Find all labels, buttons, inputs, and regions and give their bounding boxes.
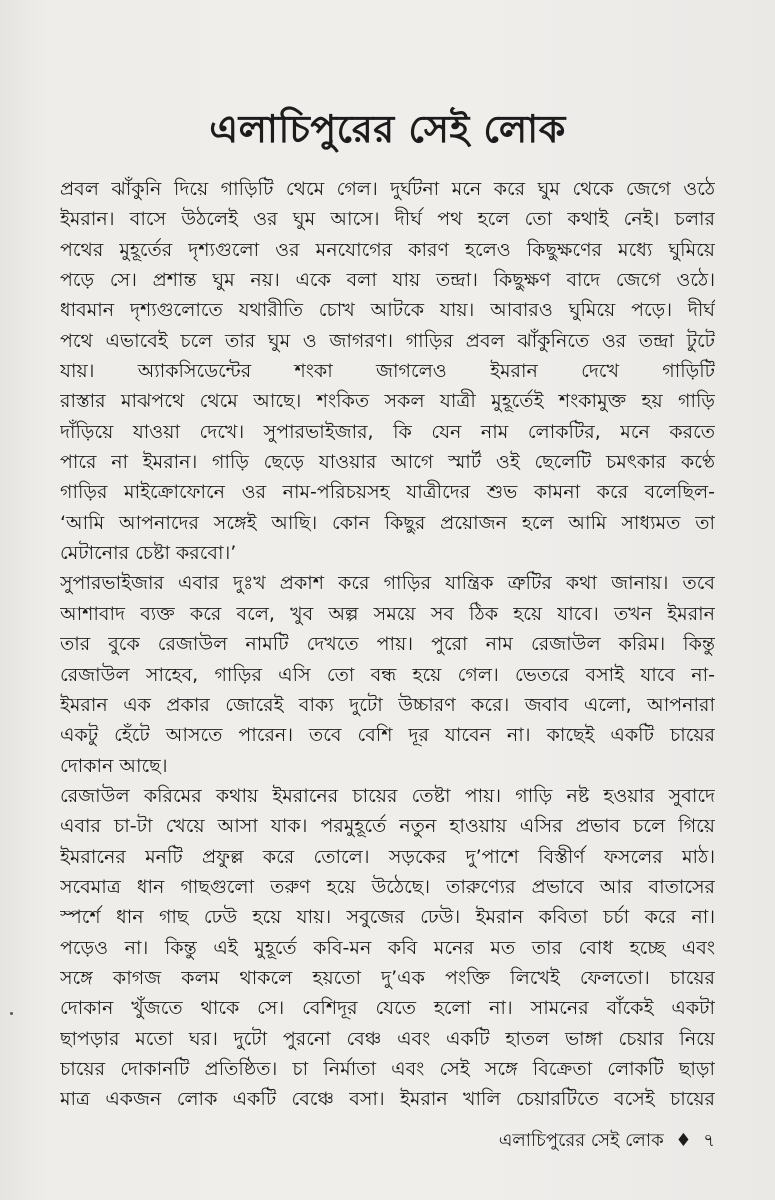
text-line: এবার চা-টা খেয়ে আসা যাক। পরমুহূর্তে নতুন হাওয়ায় এসির প্রভাব চলে গিয়ে: [60, 815, 715, 838]
text-line: সঙ্গে কাগজ কলম থাকলে হয়তো দু’এক পংক্তি লিখেই ফেলতো। চায়ের: [60, 966, 715, 989]
text-line: পড়ে সে। প্রশান্ত ঘুম নয়। একে বলা যায় তন্দ্রা। কিছুক্ষণ বাদে জেগে ওঠে।: [60, 269, 715, 292]
page-number: ৭: [703, 1130, 715, 1151]
text-line: রেজাউল সাহেব, গাড়ির এসি তো বন্ধ হয়ে গেল। ভেতরে বসাই যাবে না-: [60, 663, 715, 686]
text-line: স্পর্শে ধান গাছ ঢেউ হয়ে যায়। সবুজের ঢেউ। ইমরান কবিতা চর্চা করে না।: [60, 906, 715, 929]
text-line: দোকান আছে।: [60, 754, 168, 777]
text-line: সবেমাত্র ধান গাছগুলো তরুণ হয়ে উঠেছে। তারুণ্যের প্রভাবে আর বাতাসের: [60, 875, 715, 898]
text-line: পারে না ইমরান। গাড়ি ছেড়ে যাওয়ার আগে স্মার্ট ওই ছেলেটি চমৎকার কণ্ঠে: [60, 451, 715, 474]
text-line: ধাবমান দৃশ্যগুলোতে যথারীতি চোখ আটকে যায়। আবারও ঘুমিয়ে পড়ে। দীর্ঘ: [60, 299, 715, 322]
text-line: পথে এভাবেই চলে তার ঘুম ও জাগরণ। গাড়ির প্রবল ঝাঁকুনিতে ওর তন্দ্রা টুটে: [60, 329, 715, 352]
text-line: দাঁড়িয়ে যাওয়া দেখে। সুপারভাইজার, কি যেন নাম লোকটির, মনে করতে: [60, 420, 715, 443]
text-line: পথের মুহূর্তের দৃশ্যগুলো ওর মনযোগের কারণ হলেও কিছুক্ষণের মধ্যে ঘুমিয়ে: [60, 238, 715, 261]
text-line: ছাপড়ার মতো ঘর। দুটো পুরনো বেঞ্চ এবং একটি হাতল ভাঙ্গা চেয়ার নিয়ে: [60, 1027, 715, 1050]
text-line: গাড়ির মাইক্রোফোনে ওর নাম-পরিচয়সহ যাত্রীদের শুভ কামনা করে বলেছিল-: [60, 481, 715, 504]
stray-ink-dot: [10, 1012, 13, 1015]
page-footer: [499, 1126, 715, 1157]
text-line: ‘আমি আপনাদের সঙ্গেই আছি। কোন কিছুর প্রয়োজন হলে আমি সাধ্যমত তা: [60, 511, 715, 534]
text-line: প্রবল ঝাঁকুনি দিয়ে গাড়িটি থেমে গেল। দুর্ঘটনা মনে করে ঘুম থেকে জেগে ওঠে: [60, 178, 715, 200]
text-line: তার বুকে রেজাউল নামটি দেখতে পায়। পুরো নাম রেজাউল করিম। কিন্তু: [60, 633, 715, 656]
text-line: পড়েও না। কিন্তু এই মুহূর্তে কবি-মন কবি মনের মত তার বোধ হচ্ছে এবং: [60, 936, 715, 959]
text-line: মেটানোর চেষ্টা করবো।’: [60, 542, 237, 565]
text-line: আশাবাদ ব্যক্ত করে বলে, খুব অল্প সময়ে সব ঠিক হয়ে যাবে। তখন ইমরান: [60, 602, 715, 625]
text-line: রেজাউল করিমের কথায় ইমরানের চায়ের তেষ্টা পায়। গাড়ি নষ্ট হওয়ার সুবাদে: [60, 784, 715, 807]
text-line: ইমরান এক প্রকার জোরেই বাক্য দুটো উচ্চারণ করে। জবাব এলো, আপনারা: [60, 693, 715, 716]
text-line: যায়। অ্যাকসিডেন্টের শংকা জাগলেও ইমরান দেখে গাড়িটি: [60, 360, 715, 383]
chapter-title: এলাচিপুরের সেই লোক: [209, 107, 566, 151]
text-line: চায়ের দোকানটি প্রতিষ্ঠিত। চা নির্মাতা এবং সেই সঙ্গে বিক্রেতা লোকটি ছাড়া: [60, 1057, 715, 1080]
text-line: রাস্তার মাঝপথে থেমে আছে। শংকিত সকল যাত্রী মুহূর্তেই শংকামুক্ত হয় গাড়ি: [60, 390, 715, 413]
running-title: এলাচিপুরের সেই লোক: [498, 1130, 664, 1151]
text-line: ইমরানের মনটি প্রফুল্ল করে তোলে। সড়কের দু’পাশে বিস্তীর্ণ ফসলের মাঠ।: [60, 845, 715, 868]
text-line: ইমরান। বাসে উঠলেই ওর ঘুম আসে। দীর্ঘ পথ হলে তো কথাই নেই। চলার: [60, 208, 715, 231]
text-line: একটু হেঁটে আসতে পারেন। তবে বেশি দূর যাবেন না। কাছেই একটি চায়ের: [60, 724, 715, 747]
body-text: [60, 174, 715, 1115]
diamond-separator-icon: ♦: [675, 1130, 692, 1151]
text-line: দোকান খুঁজতে থাকে সে। বেশিদূর যেতে হলো না। সামনের বাঁকেই একটা: [60, 997, 715, 1020]
text-line: মাত্র একজন লোক একটি বেঞ্চে বসা। ইমরান খালি চেয়ারটিতে বসেই চায়ের: [60, 1088, 715, 1111]
text-line: সুপারভাইজার এবার দুঃখ প্রকাশ করে গাড়ির যান্ত্রিক ত্রুটির কথা জানায়। তবে: [60, 572, 715, 595]
